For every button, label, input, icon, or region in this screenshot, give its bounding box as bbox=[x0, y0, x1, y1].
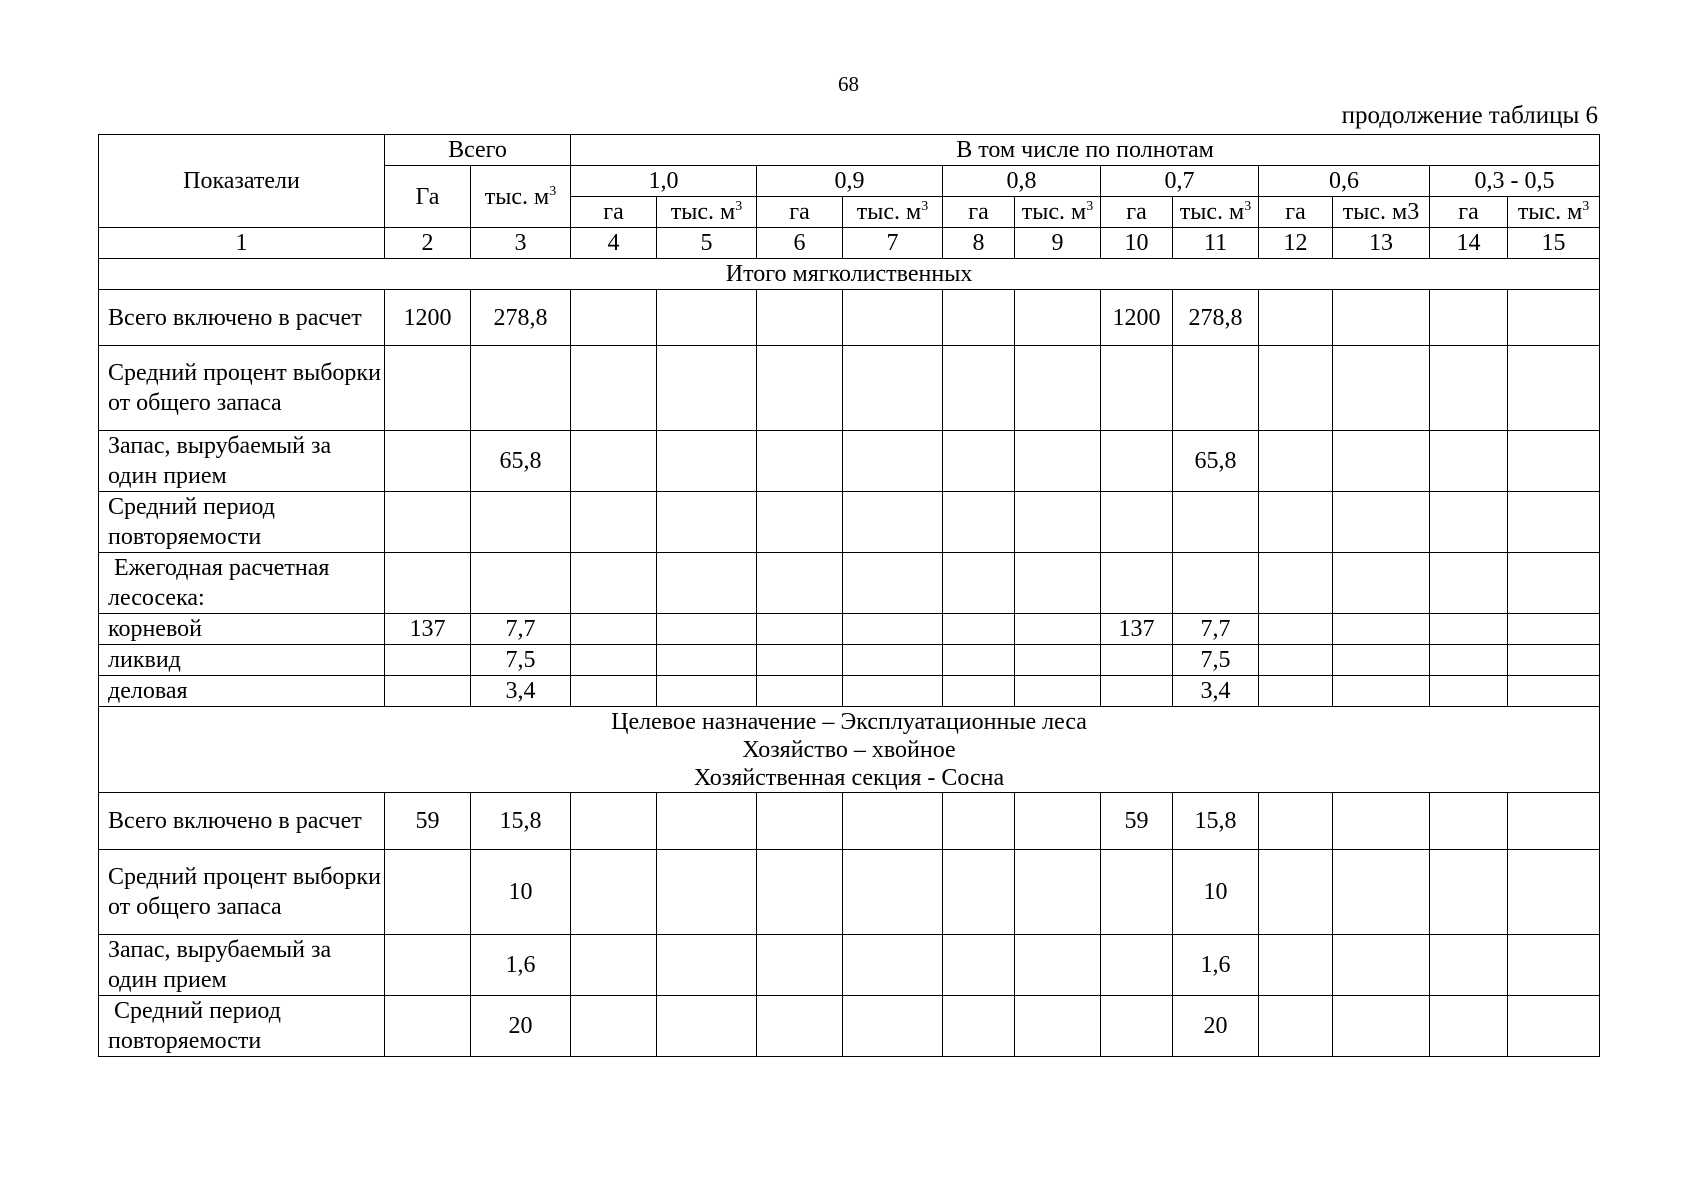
table-cell bbox=[385, 492, 471, 553]
table-cell bbox=[943, 935, 1015, 996]
header-density: 0,9 bbox=[757, 166, 943, 197]
section-title-line: Целевое назначение – Эксплуатационные леса bbox=[611, 708, 1087, 735]
table-cell bbox=[757, 346, 843, 431]
row-label: Всего включено в расчет bbox=[99, 290, 385, 346]
table-cell bbox=[1333, 935, 1430, 996]
table-cell bbox=[1430, 431, 1508, 492]
table-cell bbox=[1508, 553, 1600, 614]
column-number: 7 bbox=[843, 228, 943, 259]
section-title: Итого мягколиственных bbox=[99, 259, 1600, 290]
column-number: 4 bbox=[571, 228, 657, 259]
table-cell bbox=[943, 492, 1015, 553]
table-cell: 137 bbox=[1101, 614, 1173, 645]
header-unit-ha: га bbox=[1430, 197, 1508, 228]
table-cell bbox=[1333, 645, 1430, 676]
table-cell: 20 bbox=[1173, 996, 1259, 1057]
table-cell bbox=[1259, 793, 1333, 850]
table-cell bbox=[385, 431, 471, 492]
header-unit-ha: га bbox=[1101, 197, 1173, 228]
table-cell bbox=[943, 431, 1015, 492]
row-label: Запас, вырубаемый за один прием bbox=[99, 935, 385, 996]
table-cell: 1200 bbox=[385, 290, 471, 346]
table-cell bbox=[657, 935, 757, 996]
table-cell bbox=[657, 492, 757, 553]
header-unit-m3: тыс. $м^3$ bbox=[1508, 197, 1600, 228]
table-cell bbox=[571, 935, 657, 996]
table-cell bbox=[385, 850, 471, 935]
table-cell: 65,8 bbox=[1173, 431, 1259, 492]
data-table bbox=[98, 134, 1600, 1057]
table-row bbox=[99, 346, 1600, 431]
table-cell bbox=[1259, 614, 1333, 645]
column-number: 6 bbox=[757, 228, 843, 259]
column-number: 12 bbox=[1259, 228, 1333, 259]
table-cell bbox=[1101, 553, 1173, 614]
row-label: Средний период повторяемости bbox=[99, 996, 385, 1057]
table-cell bbox=[657, 850, 757, 935]
table-cell bbox=[1430, 996, 1508, 1057]
table-cell bbox=[1259, 431, 1333, 492]
table-cell bbox=[1508, 996, 1600, 1057]
table-cell bbox=[1259, 290, 1333, 346]
table-cell: 1,6 bbox=[1173, 935, 1259, 996]
table-cell bbox=[1430, 793, 1508, 850]
table-cell bbox=[657, 553, 757, 614]
column-number: 10 bbox=[1101, 228, 1173, 259]
table-row bbox=[99, 676, 1600, 707]
table-cell bbox=[1015, 346, 1101, 431]
row-label: деловая bbox=[99, 676, 385, 707]
header-unit-m3: тыс. $м^3$ bbox=[657, 197, 757, 228]
table-cell bbox=[1101, 645, 1173, 676]
table-cell bbox=[943, 793, 1015, 850]
table-cell: 3,4 bbox=[471, 676, 571, 707]
header-unit-m3: тыс. $м^3$ bbox=[1015, 197, 1101, 228]
table-cell bbox=[1015, 431, 1101, 492]
table-cell bbox=[1430, 850, 1508, 935]
table-cell bbox=[571, 492, 657, 553]
table-cell bbox=[1015, 850, 1101, 935]
column-number: 3 bbox=[471, 228, 571, 259]
table-cell bbox=[943, 553, 1015, 614]
table-cell bbox=[1333, 614, 1430, 645]
table-cell bbox=[1508, 290, 1600, 346]
table-cell bbox=[1333, 492, 1430, 553]
table-cell bbox=[757, 935, 843, 996]
table-cell bbox=[1173, 492, 1259, 553]
section-title bbox=[99, 707, 1600, 793]
header-unit-m3: тыс. $м^3$ bbox=[1173, 197, 1259, 228]
header-density: 0,7 bbox=[1101, 166, 1259, 197]
table-cell bbox=[657, 645, 757, 676]
table-cell: 7,7 bbox=[1173, 614, 1259, 645]
table-cell bbox=[1259, 346, 1333, 431]
table-cell bbox=[757, 850, 843, 935]
table-cell bbox=[471, 492, 571, 553]
page-number: 68 bbox=[838, 72, 859, 96]
table-cell bbox=[385, 935, 471, 996]
table-cell: 10 bbox=[1173, 850, 1259, 935]
table-row bbox=[99, 553, 1600, 614]
table-cell bbox=[657, 431, 757, 492]
header-unit-m3: тыс. м3 bbox=[1333, 197, 1430, 228]
table-cell bbox=[843, 793, 943, 850]
table-cell bbox=[1333, 431, 1430, 492]
table-cell bbox=[1333, 676, 1430, 707]
table-cell bbox=[385, 553, 471, 614]
table-cell bbox=[385, 346, 471, 431]
table-cell bbox=[657, 676, 757, 707]
table-cell bbox=[1015, 793, 1101, 850]
table-cell bbox=[1101, 676, 1173, 707]
table-row bbox=[99, 290, 1600, 346]
table-cell bbox=[1430, 676, 1508, 707]
table-cell bbox=[1333, 346, 1430, 431]
table-cell bbox=[1015, 935, 1101, 996]
table-cell bbox=[1333, 850, 1430, 935]
table-cell bbox=[1430, 935, 1508, 996]
table-cell bbox=[757, 431, 843, 492]
table-cell bbox=[1430, 492, 1508, 553]
table-cell bbox=[1430, 346, 1508, 431]
table-cell bbox=[1101, 492, 1173, 553]
table-cell: 3,4 bbox=[1173, 676, 1259, 707]
table-cell bbox=[843, 346, 943, 431]
header-total-m3: тыс. $м^3$ bbox=[471, 166, 571, 228]
table-cell bbox=[1508, 614, 1600, 645]
table-row bbox=[99, 996, 1600, 1057]
table-cell bbox=[843, 431, 943, 492]
table-cell bbox=[1333, 290, 1430, 346]
row-label: Ежегодная расчетная лесосека: bbox=[99, 553, 385, 614]
table-cell bbox=[757, 553, 843, 614]
table-cell: 7,7 bbox=[471, 614, 571, 645]
table-cell bbox=[757, 676, 843, 707]
section-title-line: Хозяйство – хвойное bbox=[742, 736, 956, 763]
table-cell: 59 bbox=[1101, 793, 1173, 850]
table-cell bbox=[1259, 645, 1333, 676]
table-cell bbox=[1101, 346, 1173, 431]
header-density: 0,3 - 0,5 bbox=[1430, 166, 1600, 197]
table-cell bbox=[571, 793, 657, 850]
column-number: 2 bbox=[385, 228, 471, 259]
table-cell bbox=[757, 290, 843, 346]
table-cell bbox=[1508, 645, 1600, 676]
column-number: 14 bbox=[1430, 228, 1508, 259]
table-cell bbox=[843, 676, 943, 707]
table-row bbox=[99, 935, 1600, 996]
table-cell: 15,8 bbox=[471, 793, 571, 850]
table-cell: 7,5 bbox=[471, 645, 571, 676]
table-cell bbox=[1101, 431, 1173, 492]
table-cell bbox=[1101, 850, 1173, 935]
column-number: 15 bbox=[1508, 228, 1600, 259]
table-cell bbox=[757, 492, 843, 553]
header-unit-ha: га bbox=[1259, 197, 1333, 228]
table-cell bbox=[657, 996, 757, 1057]
table-cell bbox=[1508, 793, 1600, 850]
table-cell bbox=[1430, 645, 1508, 676]
row-label: ликвид bbox=[99, 645, 385, 676]
table-cell bbox=[657, 346, 757, 431]
table-continuation-label: продолжение таблицы 6 bbox=[1341, 102, 1598, 129]
table-cell bbox=[1173, 553, 1259, 614]
table-cell bbox=[1259, 553, 1333, 614]
table-cell bbox=[1015, 996, 1101, 1057]
table-cell bbox=[1333, 996, 1430, 1057]
table-cell: 7,5 bbox=[1173, 645, 1259, 676]
section-title-line: Хозяйственная секция - Сосна bbox=[693, 764, 1005, 791]
table-cell bbox=[571, 996, 657, 1057]
table-cell bbox=[1259, 996, 1333, 1057]
table-cell bbox=[385, 676, 471, 707]
table-cell bbox=[471, 346, 571, 431]
table-cell bbox=[1508, 850, 1600, 935]
table-cell: 1200 bbox=[1101, 290, 1173, 346]
column-number: 11 bbox=[1173, 228, 1259, 259]
table-cell bbox=[757, 614, 843, 645]
table-cell bbox=[1015, 290, 1101, 346]
header-total: Всего bbox=[385, 135, 571, 166]
table-cell bbox=[1259, 850, 1333, 935]
table-row bbox=[99, 850, 1600, 935]
table-cell: 1,6 bbox=[471, 935, 571, 996]
row-label: корневой bbox=[99, 614, 385, 645]
table-row bbox=[99, 645, 1600, 676]
table-cell bbox=[1259, 492, 1333, 553]
header-density: 0,6 bbox=[1259, 166, 1430, 197]
table-cell bbox=[1173, 346, 1259, 431]
table-cell bbox=[1333, 553, 1430, 614]
table-cell bbox=[1508, 676, 1600, 707]
table-cell bbox=[571, 850, 657, 935]
column-number: 9 bbox=[1015, 228, 1101, 259]
table-cell bbox=[943, 996, 1015, 1057]
table-cell bbox=[657, 614, 757, 645]
table-cell: 15,8 bbox=[1173, 793, 1259, 850]
table-cell bbox=[1508, 346, 1600, 431]
header-by-density: В том числе по полнотам bbox=[571, 135, 1600, 166]
table-cell bbox=[757, 996, 843, 1057]
table-cell: 59 bbox=[385, 793, 471, 850]
row-label: Запас, вырубаемый за один прием bbox=[99, 431, 385, 492]
table-cell bbox=[1015, 614, 1101, 645]
header-total-ha: Га bbox=[385, 166, 471, 228]
table-cell bbox=[1259, 676, 1333, 707]
table-cell bbox=[1430, 553, 1508, 614]
table-cell: 278,8 bbox=[471, 290, 571, 346]
header-indicators: Показатели bbox=[99, 135, 385, 228]
table-cell bbox=[1101, 996, 1173, 1057]
table-cell bbox=[843, 553, 943, 614]
table-cell bbox=[843, 645, 943, 676]
table-cell bbox=[571, 614, 657, 645]
table-cell bbox=[843, 996, 943, 1057]
table-cell bbox=[1508, 431, 1600, 492]
header-density: 0,8 bbox=[943, 166, 1101, 197]
table-cell: 137 bbox=[385, 614, 471, 645]
table-cell bbox=[571, 431, 657, 492]
table-cell bbox=[943, 676, 1015, 707]
column-number: 8 bbox=[943, 228, 1015, 259]
table-cell bbox=[1508, 935, 1600, 996]
table-cell bbox=[1508, 492, 1600, 553]
table-cell bbox=[943, 645, 1015, 676]
table-cell: 278,8 bbox=[1173, 290, 1259, 346]
table-cell bbox=[571, 645, 657, 676]
table-cell bbox=[657, 290, 757, 346]
table-cell bbox=[1430, 614, 1508, 645]
header-unit-ha: га bbox=[571, 197, 657, 228]
table-cell bbox=[943, 614, 1015, 645]
table-cell bbox=[1015, 553, 1101, 614]
header-unit-ha: га bbox=[943, 197, 1015, 228]
table-cell bbox=[571, 290, 657, 346]
table-cell bbox=[757, 645, 843, 676]
header-unit-ha: га bbox=[757, 197, 843, 228]
table-cell bbox=[843, 935, 943, 996]
row-label: Всего включено в расчет bbox=[99, 793, 385, 850]
table-cell bbox=[571, 676, 657, 707]
column-number: 13 bbox=[1333, 228, 1430, 259]
header-unit-m3: тыс. $м^3$ bbox=[843, 197, 943, 228]
table-cell bbox=[1015, 645, 1101, 676]
table-row bbox=[99, 492, 1600, 553]
table-cell bbox=[843, 290, 943, 346]
table-cell bbox=[571, 346, 657, 431]
table-cell bbox=[385, 645, 471, 676]
table-cell bbox=[571, 553, 657, 614]
table-cell bbox=[757, 793, 843, 850]
table-cell bbox=[943, 290, 1015, 346]
table-cell bbox=[1015, 676, 1101, 707]
table-cell: 20 bbox=[471, 996, 571, 1057]
table-cell bbox=[843, 614, 943, 645]
table-cell bbox=[1333, 793, 1430, 850]
row-label: Средний период повторяемости bbox=[99, 492, 385, 553]
table-row bbox=[99, 431, 1600, 492]
table-cell bbox=[657, 793, 757, 850]
column-number: 1 bbox=[99, 228, 385, 259]
table-cell bbox=[471, 553, 571, 614]
table-cell: 10 bbox=[471, 850, 571, 935]
table-cell bbox=[385, 996, 471, 1057]
table-cell bbox=[843, 850, 943, 935]
table-cell bbox=[1015, 492, 1101, 553]
table-row bbox=[99, 793, 1600, 850]
table-row bbox=[99, 614, 1600, 645]
table-cell bbox=[1430, 290, 1508, 346]
column-number-row bbox=[99, 228, 1600, 259]
table-cell bbox=[1101, 935, 1173, 996]
table-cell bbox=[1259, 935, 1333, 996]
table-cell bbox=[943, 850, 1015, 935]
table-cell bbox=[943, 346, 1015, 431]
row-label: Средний процент выборки от общего запаса bbox=[99, 850, 385, 935]
table-cell bbox=[843, 492, 943, 553]
row-label: Средний процент выборки от общего запаса bbox=[99, 346, 385, 431]
header-density: 1,0 bbox=[571, 166, 757, 197]
column-number: 5 bbox=[657, 228, 757, 259]
table-cell: 65,8 bbox=[471, 431, 571, 492]
